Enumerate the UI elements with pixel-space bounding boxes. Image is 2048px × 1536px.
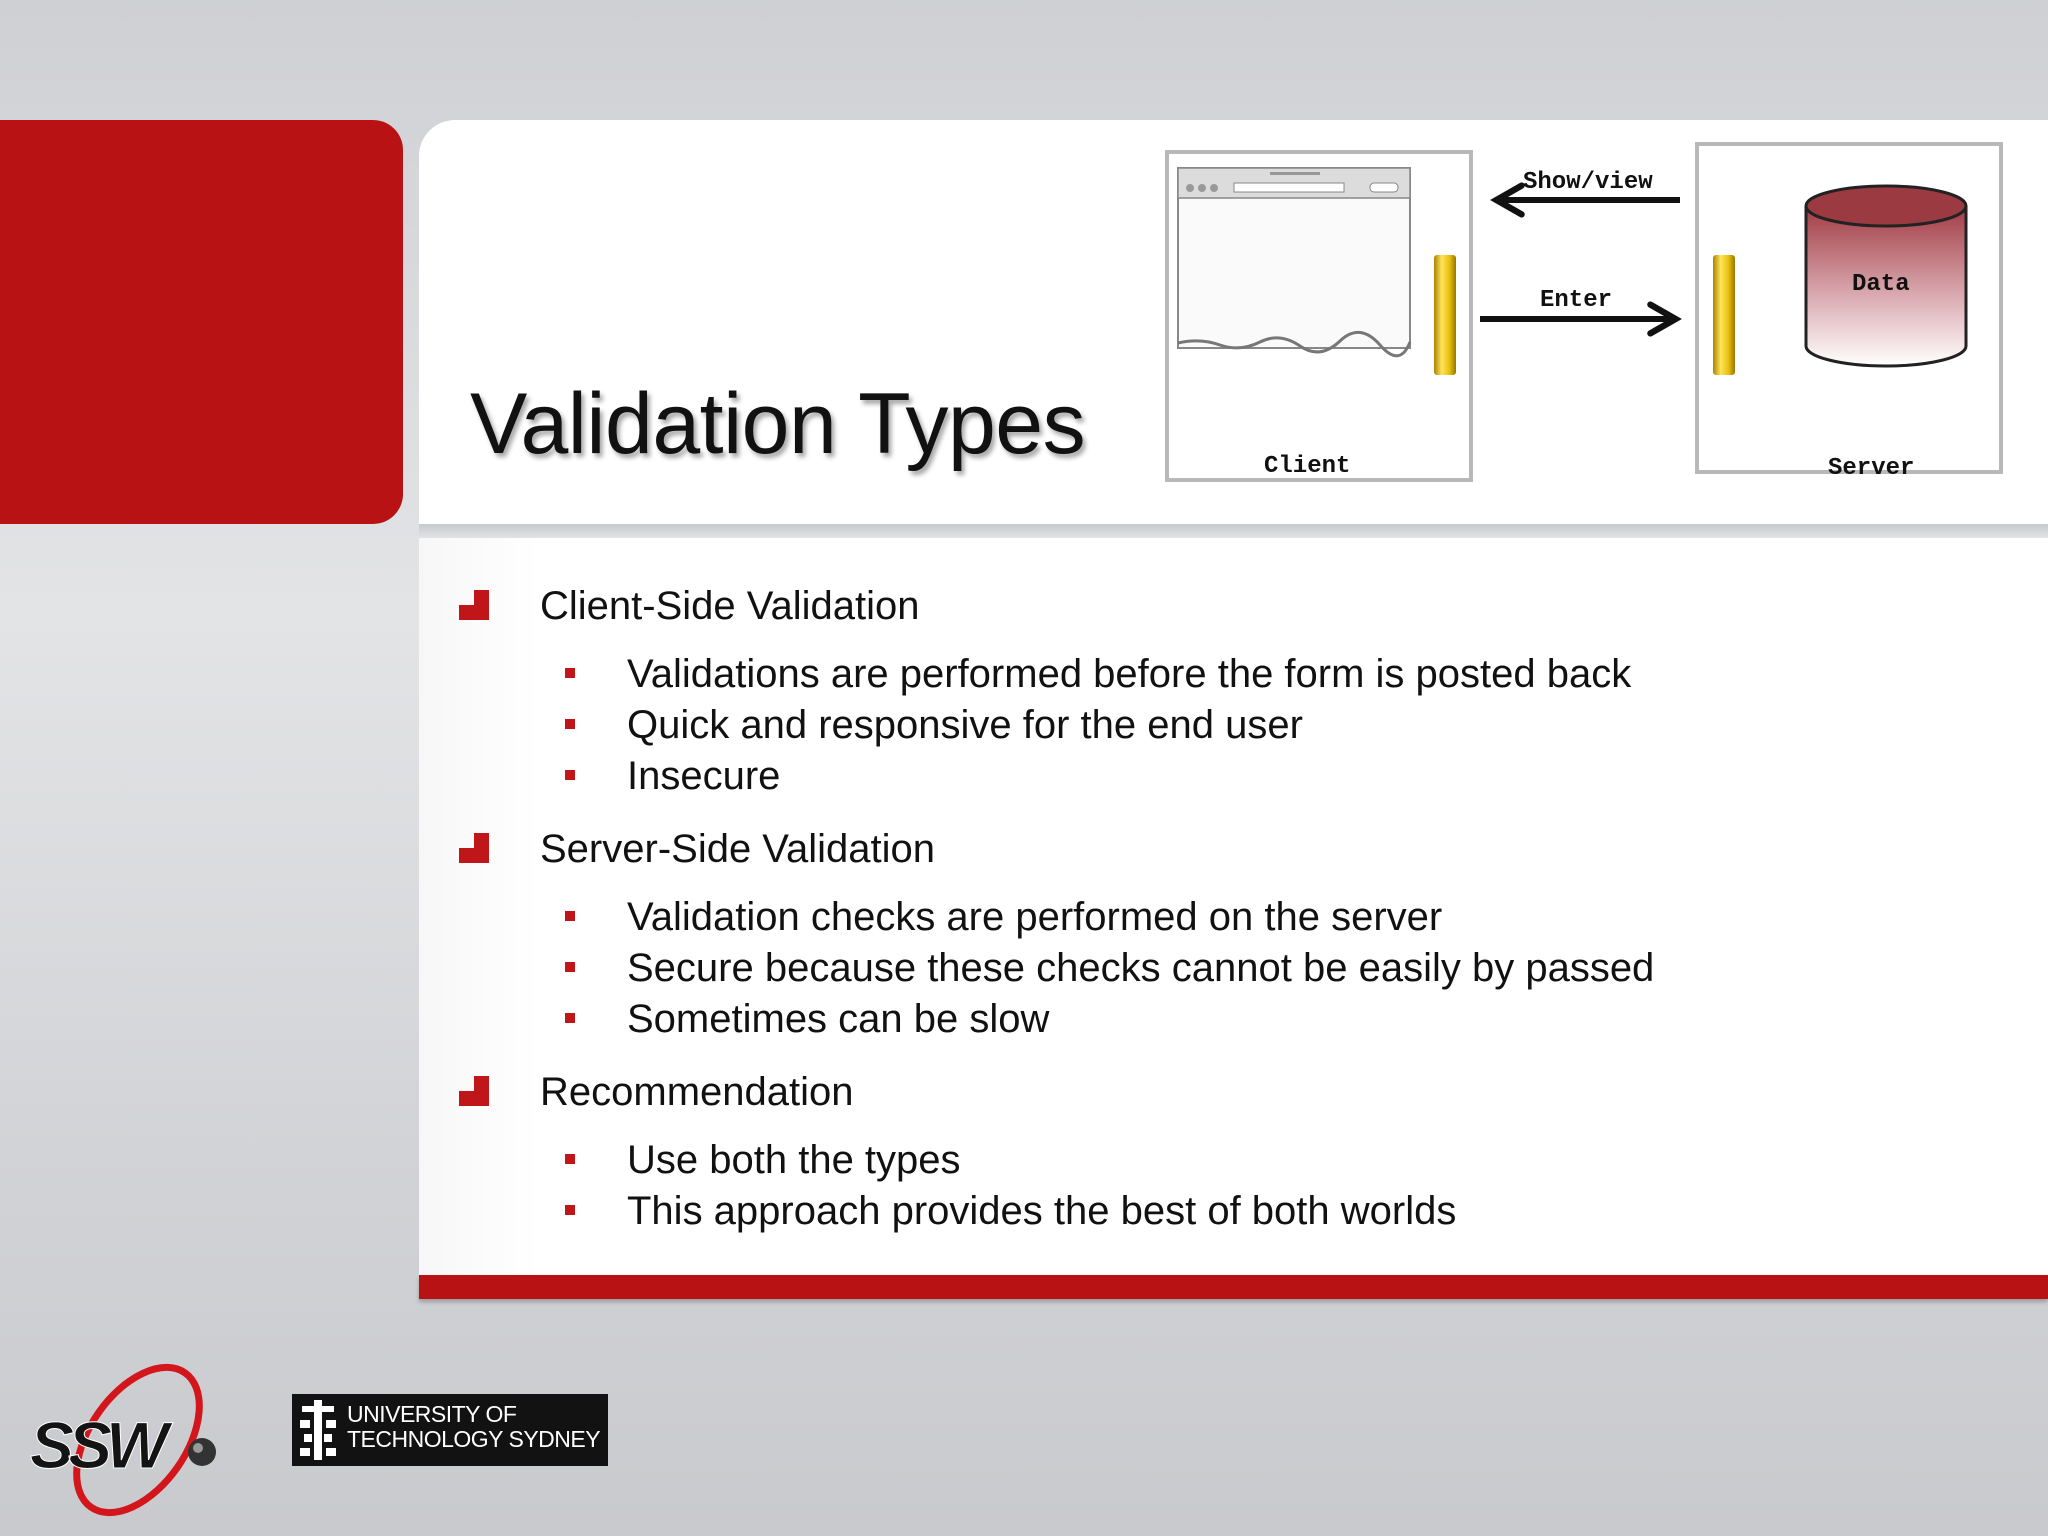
show-view-label: Show/view [1523, 169, 1653, 196]
square-bullet-icon [565, 770, 575, 780]
server-buffer-bar [1713, 255, 1735, 375]
sub-bullet-list [455, 1132, 2015, 1234]
client-buffer-bar [1434, 255, 1456, 375]
square-bullet-icon [565, 668, 575, 678]
red-squares-bullet-icon [459, 833, 495, 869]
list-item [455, 991, 2015, 1042]
ssw-logo-text: SSW [30, 1408, 163, 1482]
list-item [455, 697, 2015, 748]
data-label: Data [1852, 271, 1910, 298]
red-squares-bullet-icon [459, 590, 495, 626]
sub-bullet-list [455, 889, 2015, 1042]
section-heading: Recommendation [540, 1070, 854, 1114]
uts-line-2: TECHNOLOGY SYDNEY [347, 1426, 601, 1452]
server-label: Server [1828, 455, 1915, 482]
uts-logo [292, 1394, 608, 1466]
square-bullet-icon [565, 1205, 575, 1215]
uts-line-1: UNIVERSITY OF [347, 1401, 517, 1427]
list-item-text: Validations are performed before the form is posted back [627, 652, 1632, 696]
square-bullet-icon [565, 1013, 575, 1023]
section-heading-row [455, 821, 2015, 881]
sub-bullet-list [455, 646, 2015, 799]
list-item-text: Sometimes can be slow [627, 997, 1050, 1041]
bullet-list [455, 578, 2015, 1256]
list-item [455, 1132, 2015, 1183]
uts-crest-icon [296, 1394, 340, 1466]
square-bullet-icon [565, 1154, 575, 1164]
list-item-text: This approach provides the best of both worlds [627, 1189, 1457, 1233]
list-item-text: Validation checks are performed on the server [627, 895, 1443, 939]
list-item [455, 1183, 2015, 1234]
square-bullet-icon [565, 911, 575, 921]
page-title: Validation Types [470, 376, 1086, 472]
list-item-text: Quick and responsive for the end user [627, 703, 1303, 747]
browser-window-icon [1178, 168, 1410, 356]
section-heading-row [455, 1064, 2015, 1124]
title-accent-block [0, 120, 403, 524]
client-server-diagram [1160, 138, 2010, 488]
section-heading: Server-Side Validation [540, 827, 936, 871]
uts-wordmark [347, 1402, 600, 1452]
list-item-text: Secure because these checks cannot be easily by passed [627, 946, 1655, 990]
title-divider [419, 524, 2048, 538]
square-bullet-icon [565, 962, 575, 972]
list-item [455, 646, 2015, 697]
list-item [455, 889, 2015, 940]
section-client-side [455, 578, 2015, 799]
section-server-side [455, 821, 2015, 1042]
list-item [455, 748, 2015, 799]
list-item [455, 940, 2015, 991]
section-heading-row [455, 578, 2015, 638]
client-label: Client [1264, 453, 1351, 480]
red-squares-bullet-icon [459, 1076, 495, 1112]
section-recommendation [455, 1064, 2015, 1234]
list-item-text: Use both the types [627, 1138, 961, 1182]
square-bullet-icon [565, 719, 575, 729]
ssw-logo [28, 1350, 238, 1520]
list-item-text: Insecure [627, 754, 781, 798]
section-heading: Client-Side Validation [540, 584, 920, 628]
enter-label: Enter [1540, 287, 1613, 314]
footer-red-bar [419, 1275, 2048, 1299]
